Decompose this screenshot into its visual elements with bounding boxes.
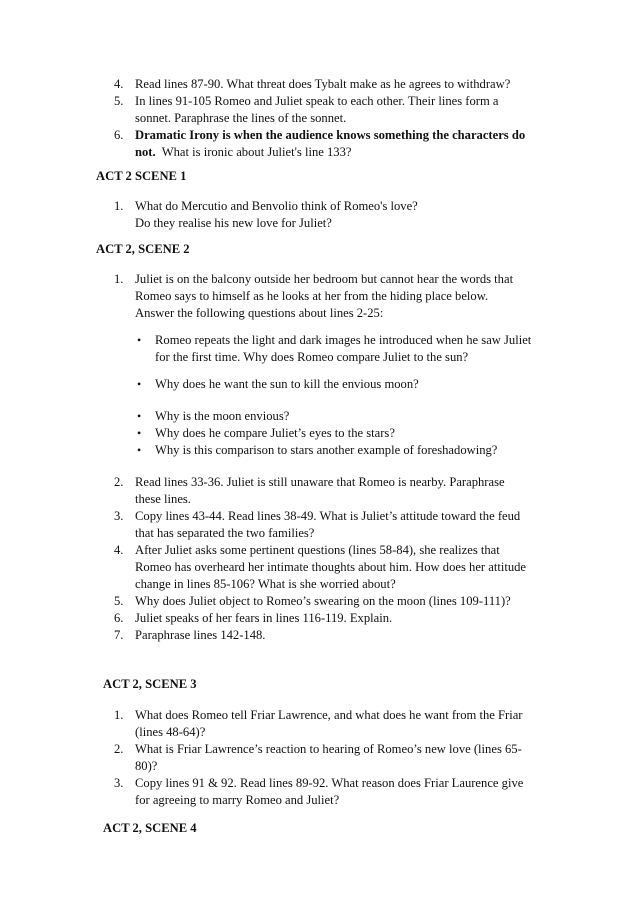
list-number: 4. (114, 77, 124, 91)
bullet-icon: • (137, 443, 142, 457)
bullet-text: Why does he want the sun to kill the envious moon? (155, 377, 419, 391)
bullet-text: Why is this comparison to stars another example of foreshadowing? (155, 443, 498, 457)
section-heading: ACT 2, SCENE 4 (103, 821, 197, 835)
question-text: Juliet speaks of her fears in lines 116-119. Explain. (135, 611, 393, 625)
question-text: that has separated the two families? (135, 526, 315, 540)
question-text: for agreeing to marry Romeo and Juliet? (135, 793, 340, 807)
list-number: 1. (114, 708, 124, 722)
question-text: Copy lines 91 & 92. Read lines 89-92. What reason does Friar Laurence give (135, 776, 524, 790)
list-number: 2. (114, 742, 124, 756)
question-text: What is Friar Lawrence’s reaction to hearing of Romeo’s new love (lines 65- (135, 742, 522, 756)
question-text: Romeo says to himself as he looks at her from the hiding place below. (135, 289, 489, 303)
section-heading: ACT 2 SCENE 1 (96, 169, 187, 183)
section-heading: ACT 2, SCENE 3 (103, 677, 197, 691)
list-number: 6. (114, 611, 124, 625)
question-text: What does Romeo tell Friar Lawrence, and what does he want from the Friar (135, 708, 523, 722)
list-number: 2. (114, 475, 124, 489)
bullet-text: Romeo repeats the light and dark images he introduced when he saw Juliet (155, 333, 532, 347)
question-text: Copy lines 43-44. Read lines 38-49. What is Juliet’s attitude toward the feud (135, 509, 521, 523)
list-number: 7. (114, 628, 124, 642)
list-number: 1. (114, 199, 124, 213)
list-number: 3. (114, 776, 124, 790)
question-text: Paraphrase lines 142-148. (135, 628, 266, 642)
list-number: 5. (114, 594, 124, 608)
question-text: In lines 91-105 Romeo and Juliet speak to each other. Their lines form a (135, 94, 499, 108)
question-text: What do Mercutio and Benvolio think of Romeo's love? (135, 199, 418, 213)
question-text: Juliet is on the balcony outside her bedroom but cannot hear the words that (135, 272, 514, 286)
bullet-icon: • (137, 409, 142, 423)
definition-text: Dramatic Irony is when the audience knows something the characters do (135, 128, 526, 142)
question-text: Do they realise his new love for Juliet? (135, 216, 332, 230)
list-number: 1. (114, 272, 124, 286)
question-text: (lines 48-64)? (135, 725, 206, 739)
question-text: Read lines 33-36. Juliet is still unaware that Romeo is nearby. Paraphrase (135, 475, 505, 489)
definition-text: not. (135, 145, 156, 159)
bullet-text: Why does he compare Juliet’s eyes to the stars? (155, 426, 395, 440)
question-text: What is ironic about Juliet's line 133? (155, 145, 352, 159)
question-text (135, 144, 351, 161)
bullet-icon: • (137, 377, 142, 391)
question-text: Answer the following questions about lines 2-25: (135, 306, 384, 320)
question-text: After Juliet asks some pertinent questions (lines 58-84), she realizes that (135, 543, 500, 557)
question-text: change in lines 85-106? What is she worried about? (135, 577, 396, 591)
question-text: Why does Juliet object to Romeo’s swearing on the moon (lines 109-111)? (135, 594, 511, 608)
question-text: 80)? (135, 759, 158, 773)
bullet-text: for the first time. Why does Romeo compare Juliet to the sun? (155, 350, 469, 364)
bullet-icon: • (137, 333, 142, 347)
question-text: Read lines 87-90. What threat does Tybalt make as he agrees to withdraw? (135, 77, 511, 91)
list-number: 6. (114, 128, 124, 142)
list-number: 4. (114, 543, 124, 557)
question-text: these lines. (135, 492, 191, 506)
bullet-text: Why is the moon envious? (155, 409, 290, 423)
question-text: Romeo has overheard her intimate thoughts about him. How does her attitude (135, 560, 527, 574)
list-number: 3. (114, 509, 124, 523)
list-number: 5. (114, 94, 124, 108)
bullet-icon: • (137, 426, 142, 440)
question-text: sonnet. Paraphrase the lines of the sonnet. (135, 111, 347, 125)
section-heading: ACT 2, SCENE 2 (96, 242, 190, 256)
